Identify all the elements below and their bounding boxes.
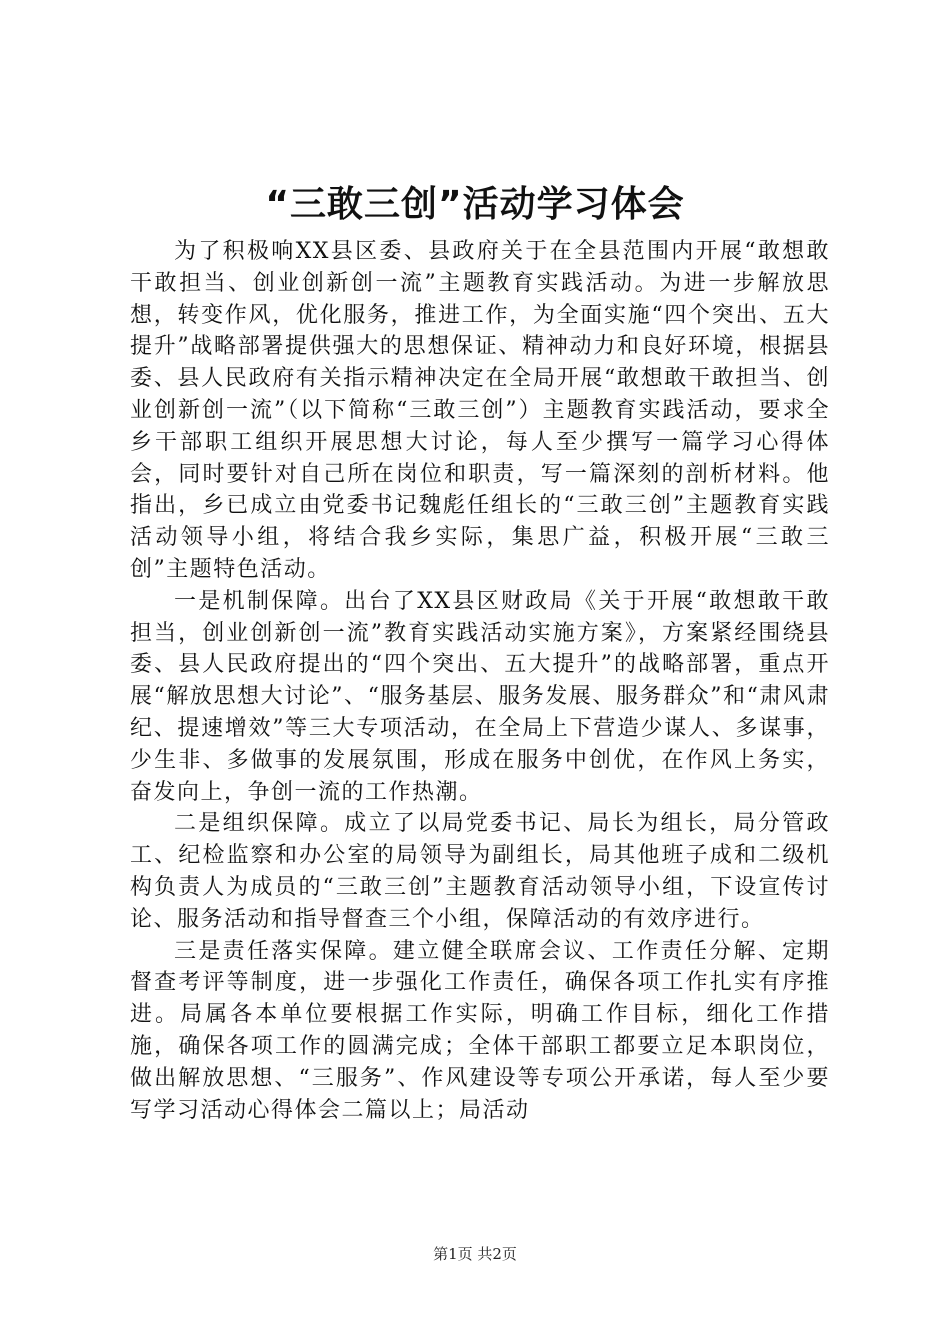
paragraph-intro: 为了积极响XX县区委、县政府关于在全县范围内开展“敢想敢干敢担当、创业创新创一流”主题教育实践活动。为进一步解放思想，转变作风，优化服务，推进工作，为全面实施“四个突出、五大提升”战略部署提供强大的思想保证、精神动力和良好环境，根据县委、县人民政府有关指示精神决定在全局开展“敢想敢干敢担当、创业创新创一流”（以下简称“三敢三创”）主题教育实践活动，要求全乡干部职工组织开展思想大讨论，每人至少撰写一篇学习心得体会，同时要针对自己所在岗位和职责，写一篇深刻的剖析材料。他指出，乡已成立由党委书记魏彪任组长的“三敢三创”主题教育实践活动领导小组，将结合我乡实际，集思广益，积极开展“三敢三创”主题特色活动。 <box>130 239 830 582</box>
paragraph-organization: 二是组织保障。成立了以局党委书记、局长为组长，局分管政工、纪检监察和办公室的局领导为副组长，局其他班子成和二级机构负责人为成员的“三敢三创”主题教育活动领导小组，下设宣传讨论、服务活动和指导督查三个小组，保障活动的有效序进行。 <box>130 811 830 932</box>
page-number-footer: 第1页 共2页 <box>433 1245 517 1263</box>
paragraph-mechanism: 一是机制保障。出台了XX县区财政局《关于开展“敢想敢干敢担当，创业创新创一流”教育实践活动实施方案》，方案紧经围绕县委、县人民政府提出的“四个突出、五大提升”的战略部署，重点开展“解放思想大讨论”、“服务基层、服务发展、服务群众”和“肃风肃纪、提速增效”等三大专项活动，在全局上下营造少谋人、多谋事，少生非、多做事的发展氛围，形成在服务中创优，在作风上务实，奋发向上，争创一流的工作热潮。 <box>130 588 830 805</box>
paragraph-responsibility: 三是责任落实保障。建立健全联席会议、工作责任分解、定期督查考评等制度，进一步强化工作责任，确保各项工作扎实有序推进。局属各本单位要根据工作实际，明确工作目标，细化工作措施，确保各项工作的圆满完成；全体干部职工都要立足本职岗位，做出解放思想、“三服务”、作风建设等专项公开承诺，每人至少要写学习活动心得体会二篇以上；局活动 <box>130 938 830 1123</box>
document-body <box>130 236 830 1126</box>
document-title: “三敢三创”活动学习体会 <box>265 184 685 225</box>
